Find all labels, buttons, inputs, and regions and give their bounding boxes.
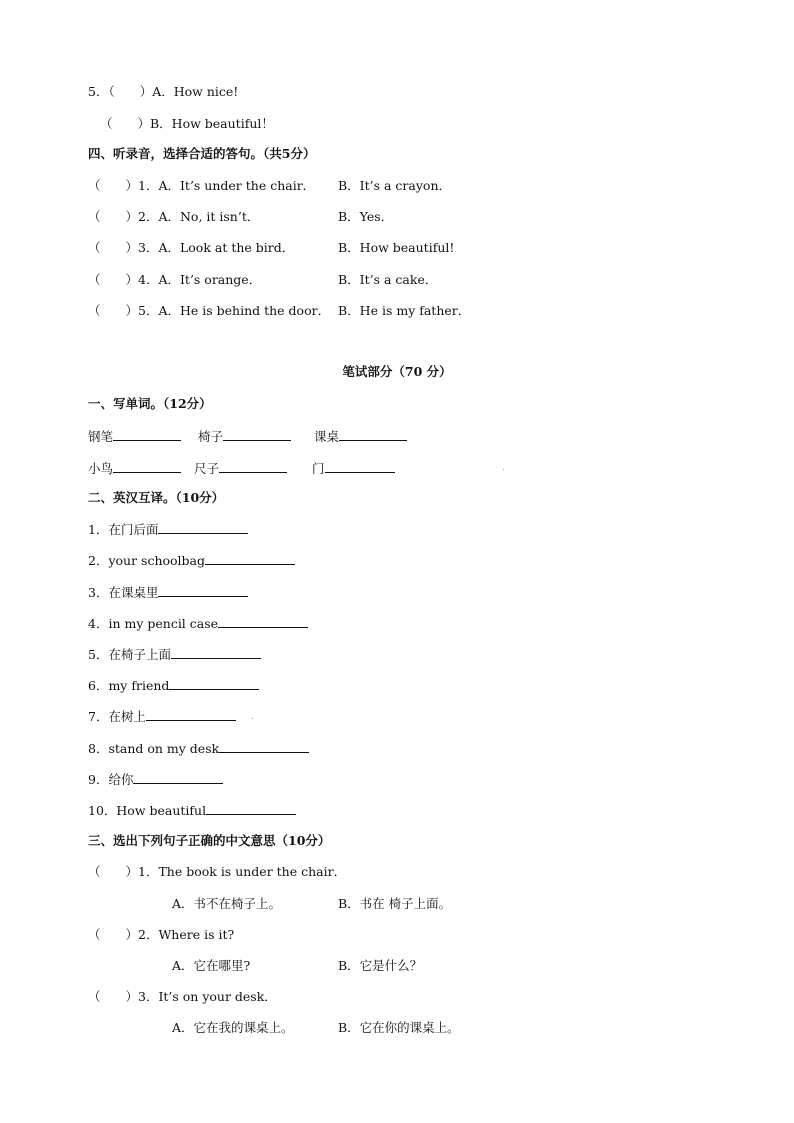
listening-q5-option-a: 5．（ ）A．How nice! [88,84,239,99]
answer-blank[interactable] [205,552,295,565]
translate-prompt: 6．my friend [88,678,170,693]
word-item-chair [198,428,291,445]
meaning-q1: （ ）1．The book is under the chair． [88,864,347,879]
listening-4-q2: （ ）2．A．No, it isn’t． [88,209,260,224]
listening-q5-option-b: （ ）B．How beautiful！ [100,116,274,131]
translate-prompt: 7．在树上 [88,709,146,724]
stray-mark: . [502,462,506,473]
answer-blank[interactable] [133,771,223,784]
listening-4-q5: （ ）5．A．He is behind the door． [88,303,331,318]
answer-blank[interactable] [219,740,309,753]
section-heading-choose-meaning: 三、选出下列句子正确的中文意思（10分） [88,833,331,848]
meaning-q2-option-a: A．它在哪里? [172,958,251,973]
stray-mark: . [251,711,255,722]
translate-prompt: 4．in my pencil case [88,616,219,631]
meaning-q1-option-a: A．书不在椅子上。 [172,896,282,911]
answer-blank[interactable] [206,802,296,815]
listening-4-q2-b: B．Yes． [338,209,394,224]
translate-item-2 [88,552,295,569]
meaning-q3-option-a: A．它在我的课桌上。 [172,1020,294,1035]
section-heading-listening-4: 四、听录音，选择合适的答句。（共5分） [88,146,316,161]
listening-4-q1-b: B．It’s a crayon． [338,178,452,193]
meaning-q3-option-b: B．它在你的课桌上。 [338,1020,460,1035]
answer-blank[interactable] [325,460,395,473]
translate-item-6 [88,677,259,694]
answer-blank[interactable] [339,428,407,441]
listening-4-q3-b: B．How beautiful! [338,240,455,255]
listening-4-q4: （ ）4．A．It’s orange． [88,272,262,287]
translate-item-9 [88,771,223,788]
written-part-title: 笔试部分（70 分） [342,364,452,379]
word-label: 门 [312,461,325,476]
translate-prompt: 9．给你 [88,772,134,787]
answer-blank[interactable] [113,460,181,473]
word-label: 椅子 [198,429,224,444]
translate-prompt: 3．在课桌里 [88,585,159,600]
listening-4-q5-b: B．He is my father． [338,303,471,318]
meaning-q2: （ ）2．Where is it? [88,927,235,942]
meaning-q2-option-b: B．它是什么？ [338,958,423,973]
answer-blank[interactable] [219,460,287,473]
word-item-ruler [194,460,287,477]
meaning-q3: （ ）3．It’s on your desk． [88,989,277,1004]
translate-prompt: 8．stand on my desk [88,741,220,756]
answer-blank[interactable] [169,677,259,690]
translate-item-8 [88,740,309,757]
answer-blank[interactable] [113,428,181,441]
word-item-pen [88,428,181,445]
translate-prompt: 2．your schoolbag [88,553,206,568]
word-item-bird [88,460,181,477]
word-label: 课桌 [314,429,340,444]
word-item-door [312,460,395,477]
answer-blank[interactable] [158,584,248,597]
word-label: 尺子 [194,461,220,476]
answer-blank[interactable] [158,521,248,534]
section-heading-translate: 二、英汉互译。（10分） [88,490,225,505]
listening-4-q1: （ ）1．A．It’s under the chair． [88,178,316,193]
translate-prompt: 10．How beautiful [88,803,207,818]
translate-item-1 [88,521,248,538]
translate-item-7 [88,708,236,725]
answer-blank[interactable] [171,646,261,659]
answer-blank[interactable] [223,428,291,441]
listening-4-q3: （ ）3．A．Look at the bird． [88,240,295,255]
translate-item-10 [88,802,296,819]
answer-blank[interactable] [218,615,308,628]
meaning-q1-option-b: B．书在 椅子上面。 [338,896,452,911]
answer-blank[interactable] [146,708,236,721]
translate-item-5 [88,646,261,663]
word-label: 小鸟 [88,461,114,476]
section-heading-write-words: 一、写单词。（12分） [88,396,212,411]
listening-4-q4-b: B．It’s a cake． [338,272,438,287]
word-item-desk [314,428,407,445]
translate-prompt: 1．在门后面 [88,522,159,537]
translate-prompt: 5．在椅子上面 [88,647,171,662]
translate-item-4 [88,615,308,632]
word-label: 钢笔 [88,429,114,444]
translate-item-3 [88,584,248,601]
